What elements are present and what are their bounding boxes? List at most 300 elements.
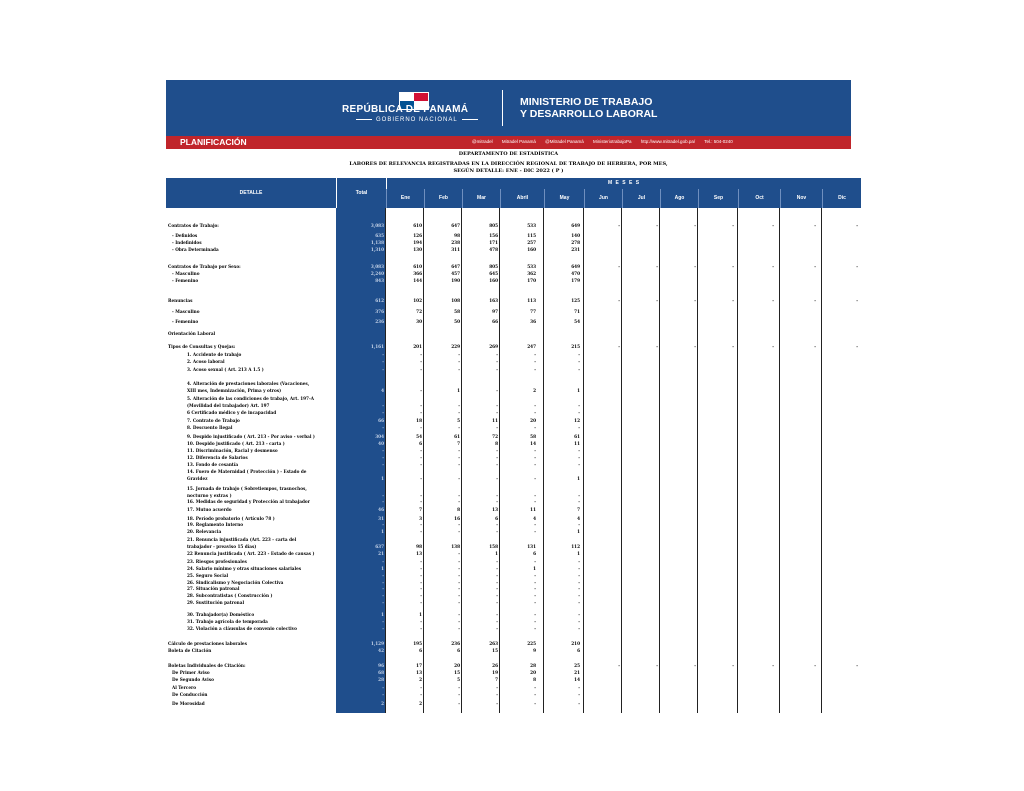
cell-feb: - — [458, 586, 460, 591]
cell-feb: - — [458, 522, 460, 527]
cell-ene: - — [420, 522, 422, 527]
cell-may: 1 — [577, 551, 580, 556]
table-row — [0, 455, 1024, 461]
table-row — [0, 448, 1024, 454]
cell-abril: - — [534, 476, 536, 481]
table-row — [0, 522, 1024, 528]
instagram-link[interactable]: @Mitradel Panamá — [545, 139, 584, 144]
ministry-line1: MINISTERIO DE TRABAJO — [520, 96, 653, 108]
cell-may: - — [578, 600, 580, 605]
cell-ene: 2 — [419, 677, 422, 682]
cell-ene: 30 — [416, 319, 422, 324]
row-label: 31. Trabajo agrícola de temporada — [187, 619, 268, 624]
table-row — [0, 441, 1024, 447]
cell-abril: 9 — [533, 648, 536, 653]
row-total: 612 — [375, 298, 384, 303]
cell-may: 649 — [571, 264, 580, 269]
meses-header: M E S E S — [386, 178, 861, 189]
cell-feb: 20 — [454, 663, 460, 668]
cell-feb: - — [458, 566, 460, 571]
table-row — [0, 410, 1024, 416]
cell-abril: 11 — [530, 507, 536, 512]
cell-ago: - — [694, 223, 696, 228]
cell-feb: 6 — [457, 648, 460, 653]
website-link[interactable]: http://www.mitradel.gob.pa/ — [640, 139, 696, 144]
cell-mar: - — [496, 476, 498, 481]
row-total: - — [382, 493, 384, 498]
cell-jun: - — [618, 223, 620, 228]
cell-mar: 805 — [489, 264, 498, 269]
cell-jul: - — [656, 298, 658, 303]
cell-abril: 2 — [533, 388, 536, 393]
cell-dic: - — [856, 223, 858, 228]
cell-may: 1 — [577, 529, 580, 534]
cell-abril: 20 — [530, 418, 536, 423]
row-label: - Femenino — [172, 319, 199, 324]
cell-abril: 8 — [533, 677, 536, 682]
cell-ene: 194 — [413, 240, 422, 245]
month-header-oct: Oct — [738, 189, 780, 208]
month-header-abril: Abril — [500, 189, 544, 208]
cell-mar: - — [496, 522, 498, 527]
cell-may: 7 — [577, 507, 580, 512]
cell-ene: 2 — [419, 701, 422, 706]
cell-ene: - — [420, 586, 422, 591]
facebook-link[interactable]: Mitradel Panamá — [501, 139, 536, 144]
cell-mar: 269 — [489, 344, 498, 349]
row-label: Orientación Laboral — [168, 331, 216, 336]
cell-feb: - — [458, 559, 460, 564]
table-row — [0, 486, 1024, 492]
cell-feb: 647 — [451, 264, 460, 269]
cell-abril: - — [534, 559, 536, 564]
cell-may: - — [578, 612, 580, 617]
cell-mar: - — [496, 425, 498, 430]
cell-feb: 1 — [457, 388, 460, 393]
cell-sep: - — [732, 223, 734, 228]
cell-mar: - — [496, 499, 498, 504]
row-total: - — [382, 593, 384, 598]
cell-mar: - — [496, 448, 498, 453]
cell-oct: - — [772, 663, 774, 668]
cell-mar: 645 — [489, 271, 498, 276]
cell-feb: 457 — [451, 271, 460, 276]
table-row — [0, 396, 1024, 402]
cell-ene: 18 — [416, 418, 422, 423]
row-label: 32. Violación a cláusulas de convenio colectivo — [187, 626, 297, 631]
table-row — [0, 612, 1024, 618]
cell-may: 231 — [571, 247, 580, 252]
row-label: Boleta de Citación — [168, 648, 212, 653]
cell-abril: 113 — [527, 298, 536, 303]
cell-mar: - — [496, 403, 498, 408]
month-header-feb: Feb — [424, 189, 462, 208]
row-total: - — [382, 626, 384, 631]
cell-abril: - — [534, 529, 536, 534]
cell-oct: - — [772, 264, 774, 269]
cell-ene: 102 — [413, 298, 422, 303]
republic-name: REPÚBLICA DE PANAMÁ — [342, 104, 469, 115]
cell-jun: - — [618, 663, 620, 668]
cell-may: 14 — [574, 677, 580, 682]
cell-abril: 247 — [527, 344, 536, 349]
cell-feb: - — [458, 403, 460, 408]
row-total: - — [382, 403, 384, 408]
cell-jul: - — [656, 264, 658, 269]
row-label: 14. Fuero de Maternidad ( Protección ) - Estado de — [187, 469, 307, 474]
row-total: - — [382, 692, 384, 697]
cell-sep: - — [732, 264, 734, 269]
cell-abril: - — [534, 692, 536, 697]
phone-number: Tel.: 504-0240 — [704, 139, 733, 144]
department-title: DEPARTAMENTO DE ESTADÍSTICA — [458, 151, 559, 157]
cell-ene: 610 — [413, 264, 422, 269]
cell-mar: - — [496, 619, 498, 624]
cell-may: - — [578, 580, 580, 585]
cell-mar: - — [496, 566, 498, 571]
table-row — [0, 233, 1024, 239]
row-total: 236 — [375, 319, 384, 324]
cell-may: - — [578, 701, 580, 706]
cell-may: - — [578, 448, 580, 453]
table-row — [0, 434, 1024, 440]
row-total: - — [382, 499, 384, 504]
row-total: - — [382, 600, 384, 605]
cell-mar: 11 — [492, 418, 498, 423]
table-row — [0, 544, 1024, 550]
row-label: De Primer Aviso — [172, 670, 210, 675]
cell-mar: 805 — [489, 223, 498, 228]
cell-mar: - — [496, 586, 498, 591]
cell-ene: 195 — [413, 641, 422, 646]
cell-feb: - — [458, 425, 460, 430]
month-header-ago: Ago — [660, 189, 698, 208]
table-row — [0, 331, 1024, 337]
cell-feb: - — [458, 701, 460, 706]
row-total: 1,129 — [370, 641, 384, 646]
cell-abril: 533 — [527, 223, 536, 228]
cell-ene: 3 — [419, 516, 422, 521]
row-label: 1. Accidente de trabajo — [187, 352, 242, 357]
cell-mar: 13 — [492, 507, 498, 512]
cell-mar: 158 — [489, 544, 498, 549]
row-total: - — [382, 559, 384, 564]
table-row — [0, 663, 1024, 669]
cell-may: 54 — [574, 319, 580, 324]
row-label: - Indefinidos — [172, 240, 202, 245]
cell-may: - — [578, 493, 580, 498]
table-row — [0, 388, 1024, 394]
cell-ene: 126 — [413, 233, 422, 238]
cell-may: - — [578, 367, 580, 372]
table-row — [0, 670, 1024, 676]
row-label: 13. Fondo de cesantía — [187, 462, 239, 467]
cell-mar: - — [496, 593, 498, 598]
cell-ene: 13 — [416, 551, 422, 556]
youtube-link[interactable]: MinisteriotrabajoPa — [593, 139, 632, 144]
cell-ene: - — [420, 352, 422, 357]
cell-abril: - — [534, 593, 536, 598]
twitter-link[interactable]: @mitradel — [472, 139, 493, 144]
cell-mar: 163 — [489, 298, 498, 303]
table-row — [0, 551, 1024, 557]
cell-ene: 6 — [419, 648, 422, 653]
cell-abril: 225 — [527, 641, 536, 646]
cell-may: - — [578, 352, 580, 357]
cell-sep: - — [732, 298, 734, 303]
row-total: 635 — [375, 233, 384, 238]
table-row — [0, 247, 1024, 253]
row-total: - — [382, 619, 384, 624]
cell-may: - — [578, 499, 580, 504]
cell-feb: - — [458, 626, 460, 631]
report-title-line2: SEGÚN DETALLE: ENE - DIC 2022 ( P ) — [453, 168, 564, 174]
row-label: 19. Reglamento Interno — [187, 522, 244, 527]
table-row — [0, 619, 1024, 625]
row-total: 1,310 — [370, 247, 384, 252]
cell-abril: - — [534, 425, 536, 430]
cell-mar: 15 — [492, 648, 498, 653]
cell-abril: - — [534, 626, 536, 631]
table-row — [0, 344, 1024, 350]
section-title: PLANIFICACIÓN — [180, 137, 247, 147]
table-row — [0, 271, 1024, 277]
cell-mar: - — [496, 692, 498, 697]
cell-feb: - — [458, 573, 460, 578]
table-row — [0, 469, 1024, 475]
cell-mar: 171 — [489, 240, 498, 245]
row-label: - Femenino — [172, 278, 199, 283]
cell-ene: - — [420, 359, 422, 364]
cell-abril: 131 — [527, 544, 536, 549]
cell-abril: - — [534, 522, 536, 527]
cell-ago: - — [694, 264, 696, 269]
cell-ene: 6 — [419, 441, 422, 446]
cell-nov: - — [814, 663, 816, 668]
cell-mar: 66 — [492, 319, 498, 324]
row-label: De Morosidad — [172, 701, 205, 706]
table-row — [0, 298, 1024, 304]
cell-feb: - — [458, 612, 460, 617]
cell-mar: - — [496, 559, 498, 564]
cell-ene: 98 — [416, 544, 422, 549]
cell-dic: - — [856, 344, 858, 349]
cell-jul: - — [656, 223, 658, 228]
cell-feb: - — [458, 529, 460, 534]
cell-feb: 58 — [454, 309, 460, 314]
row-label: 5. Alteración de las condiciones de trabajo, Art. 197-A — [187, 396, 314, 401]
cell-feb: 5 — [457, 418, 460, 423]
cell-abril: 160 — [527, 247, 536, 252]
row-total: 42 — [378, 648, 384, 653]
row-label: Contratos de Trabajo: — [168, 223, 219, 228]
row-label: 2. Acoso laboral — [187, 359, 225, 364]
cell-may: - — [578, 455, 580, 460]
row-label: 29. Sustitución patronal — [187, 600, 245, 605]
cell-mar: - — [496, 388, 498, 393]
cell-dic: - — [856, 298, 858, 303]
row-label: Boletas Individuales de Citación: — [168, 663, 246, 668]
row-total: 68 — [378, 670, 384, 675]
row-label: 26. Sindicalismo y Negociación Colectiva — [187, 580, 284, 585]
cell-may: 71 — [574, 309, 580, 314]
cell-ene: - — [420, 388, 422, 393]
row-total: 66 — [378, 418, 384, 423]
cell-ene: - — [420, 692, 422, 697]
cell-ene: - — [420, 499, 422, 504]
cell-abril: - — [534, 410, 536, 415]
cell-feb: 108 — [451, 298, 460, 303]
cell-feb: 8 — [457, 507, 460, 512]
cell-may: - — [578, 462, 580, 467]
cell-abril: - — [534, 685, 536, 690]
cell-feb: - — [458, 551, 460, 556]
row-label: Gravidez — [187, 476, 208, 481]
table-row — [0, 240, 1024, 246]
cell-ene: - — [420, 593, 422, 598]
cell-may: 470 — [571, 271, 580, 276]
cell-ene: - — [420, 559, 422, 564]
table-row — [0, 566, 1024, 572]
cell-feb: 138 — [451, 544, 460, 549]
cell-oct: - — [772, 223, 774, 228]
cell-abril: - — [534, 367, 536, 372]
report-title-line1: LABORES DE RELEVANCIA REGISTRADAS EN LA DIRECCIÓN REGIONAL DE TRABAJO DE HERRERA, POR MES, — [349, 161, 668, 167]
row-label: trabajador - preaviso 15 días) — [187, 544, 257, 549]
cell-may: 12 — [574, 418, 580, 423]
cell-may: 179 — [571, 278, 580, 283]
cell-oct: - — [772, 298, 774, 303]
row-label: De Segundo Aviso — [172, 677, 214, 682]
cell-feb: 5 — [457, 677, 460, 682]
cell-feb: - — [458, 455, 460, 460]
table-row — [0, 403, 1024, 409]
cell-ene: 1 — [419, 612, 422, 617]
row-label: - Obra Determinada — [172, 247, 219, 252]
cell-may: - — [578, 522, 580, 527]
table-row — [0, 507, 1024, 513]
table-row — [0, 462, 1024, 468]
month-header-sep: Sep — [698, 189, 738, 208]
row-total: - — [382, 685, 384, 690]
cell-abril: 14 — [530, 441, 536, 446]
row-label: XIII mes, Indemnización, Prima y otros) — [187, 388, 282, 393]
row-label: 12. Diferencia de Salarios — [187, 455, 248, 460]
cell-abril: 58 — [530, 434, 536, 439]
detalle-header: DETALLE — [166, 178, 336, 208]
cell-mar: 160 — [489, 278, 498, 283]
cell-feb: 61 — [454, 434, 460, 439]
cell-may: 210 — [571, 641, 580, 646]
cell-abril: - — [534, 462, 536, 467]
row-total: - — [382, 586, 384, 591]
cell-ene: 366 — [413, 271, 422, 276]
cell-dic: - — [856, 663, 858, 668]
month-header-dic: Dic — [822, 189, 861, 208]
row-total: 3,083 — [370, 264, 384, 269]
cell-feb: 190 — [451, 278, 460, 283]
table-row — [0, 499, 1024, 505]
cell-may: - — [578, 403, 580, 408]
cell-abril: 28 — [530, 663, 536, 668]
row-label: 8. Descuento Ilegal — [187, 425, 233, 430]
cell-ene: - — [420, 600, 422, 605]
cell-ene: - — [420, 410, 422, 415]
cell-may: 25 — [574, 663, 580, 668]
cell-mar: - — [496, 612, 498, 617]
cell-feb: - — [458, 685, 460, 690]
row-label: 4. Alteración de prestaciones laborales (Vacaciones, — [187, 381, 310, 386]
cell-abril: - — [534, 499, 536, 504]
cell-mar: 1 — [495, 551, 498, 556]
total-header: Total — [336, 178, 386, 208]
row-label: 6 Certificado médico y de incapacidad — [187, 410, 277, 415]
row-total: 1,138 — [370, 240, 384, 245]
table-row — [0, 223, 1024, 229]
row-label: - Definidos — [172, 233, 198, 238]
cell-ene: - — [420, 626, 422, 631]
row-total: - — [382, 367, 384, 372]
row-label: (Movilidad del trabajador) Art. 197 — [187, 403, 270, 408]
row-total: - — [382, 352, 384, 357]
row-label: 18. Período probatorio ( Artículo 78 ) — [187, 516, 275, 521]
row-total: 46 — [378, 507, 384, 512]
row-label: De Conducción — [172, 692, 208, 697]
cell-feb: - — [458, 359, 460, 364]
cell-feb: - — [458, 462, 460, 467]
row-label: 23. Riesgos profesionales — [187, 559, 247, 564]
cell-jun: - — [618, 298, 620, 303]
cell-mar: 26 — [492, 663, 498, 668]
cell-nov: - — [814, 264, 816, 269]
cell-may: - — [578, 425, 580, 430]
row-label: Contratos de Trabajo por Sexo: — [168, 264, 241, 269]
cell-abril: - — [534, 359, 536, 364]
table-row — [0, 264, 1024, 270]
table-row — [0, 418, 1024, 424]
row-total: 28 — [378, 677, 384, 682]
row-total: 2 — [381, 701, 384, 706]
cell-mar: 263 — [489, 641, 498, 646]
cell-nov: - — [814, 298, 816, 303]
cell-abril: 533 — [527, 264, 536, 269]
cell-may: 125 — [571, 298, 580, 303]
row-label: 3. Acoso sexual ( Art. 213 A 1.5 ) — [187, 367, 264, 372]
cell-abril: - — [534, 600, 536, 605]
cell-nov: - — [814, 344, 816, 349]
cell-may: 11 — [574, 441, 580, 446]
cell-abril: 257 — [527, 240, 536, 245]
row-label: 21. Renuncia injustificada (Art. 223 - carta del — [187, 537, 297, 542]
row-total: - — [382, 448, 384, 453]
cell-mar: - — [496, 580, 498, 585]
cell-feb: - — [458, 580, 460, 585]
cell-mar: - — [496, 529, 498, 534]
cell-ene: - — [420, 462, 422, 467]
row-label: 11. Discriminación, Racial y desmenso — [187, 448, 278, 453]
cell-nov: - — [814, 223, 816, 228]
cell-feb: 16 — [454, 516, 460, 521]
row-label: 9. Despido injustificado ( Art. 213 - Por aviso - verbal ) — [187, 434, 315, 439]
row-total: 31 — [378, 516, 384, 521]
cell-may: - — [578, 593, 580, 598]
cell-abril: 4 — [533, 516, 536, 521]
table-row — [0, 367, 1024, 373]
cell-feb: - — [458, 499, 460, 504]
table-row — [0, 352, 1024, 358]
cell-ago: - — [694, 663, 696, 668]
row-label: - Masculino — [172, 271, 200, 276]
